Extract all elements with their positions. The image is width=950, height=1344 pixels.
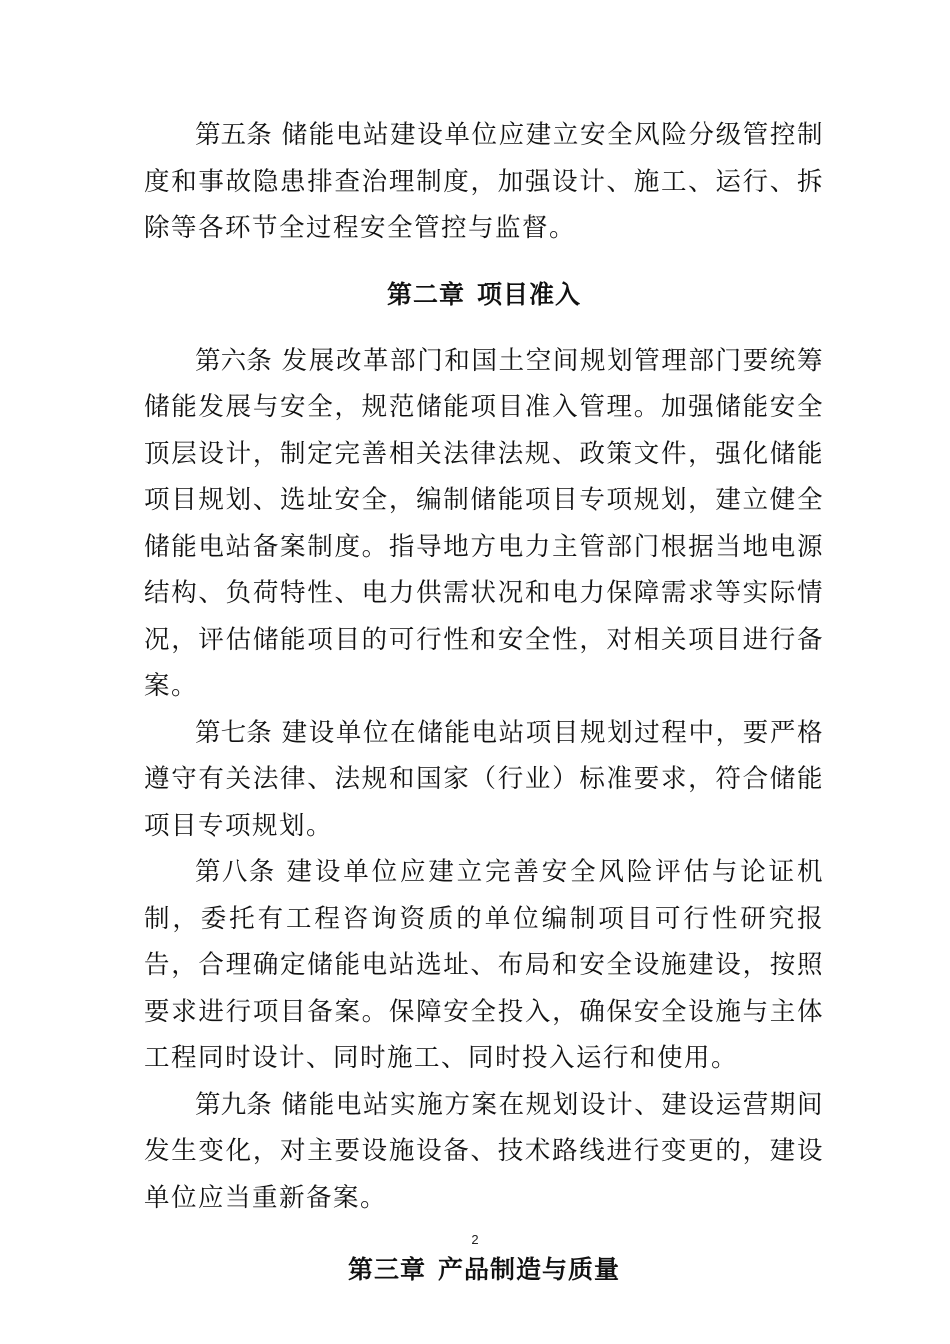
article-number: 第九条 — [195, 1089, 272, 1120]
article-text: 建设单位应建立完善安全风险评估与论证机制，委托有工程咨询资质的单位编制项目可行性研究报告，合理确定储能电站选址、布局和安全设施建设，按照要求进行项目备案。保障安全投入，确保安全设施与主体工程同时设计、同时施工、同时投入运行和使用。 — [144, 857, 824, 1073]
article-number: 第八条 — [195, 857, 276, 887]
article-5 — [144, 112, 824, 252]
chapter-number: 第三章 — [347, 1255, 426, 1284]
article-6 — [144, 338, 824, 710]
article-text: 储能电站建设单位应建立安全风险分级管控制度和事故隐患排查治理制度，加强设计、施工、运行、拆除等各环节全过程安全管控与监督。 — [144, 120, 824, 243]
article-7 — [144, 710, 824, 850]
page-number: 2 — [471, 1232, 479, 1247]
article-text: 发展改革部门和国土空间规划管理部门要统筹储能发展与安全，规范储能项目准入管理。加强储能安全顶层设计，制定完善相关法律法规、政策文件，强化储能项目规划、选址安全，编制储能项目专项规划，建立健全储能电站备案制度。指导地方电力主管部门根据当地电源结构、负荷特性、电力供需状况和电力保障需求等实际情况，评估储能项目的可行性和安全性，对相关项目进行备案。 — [144, 345, 824, 701]
article-number: 第五条 — [195, 120, 272, 150]
document-page — [144, 112, 824, 1319]
chapter-heading-2 — [144, 252, 824, 338]
article-text: 建设单位在储能电站项目规划过程中，要严格遵守有关法律、法规和国家（行业）标准要求，符合储能项目专项规划。 — [144, 717, 824, 841]
article-9 — [144, 1082, 824, 1222]
article-8 — [144, 849, 824, 1082]
article-text: 储能电站实施方案在规划设计、建设运营期间发生变化，对主要设施设备、技术路线进行变更的，建设单位应当重新备案。 — [144, 1089, 824, 1213]
chapter-number: 第二章 — [386, 279, 465, 309]
chapter-title: 产品制造与质量 — [438, 1255, 621, 1284]
chapter-title: 项目准入 — [477, 279, 582, 309]
article-number: 第七条 — [195, 717, 272, 748]
article-number: 第六条 — [195, 345, 272, 376]
